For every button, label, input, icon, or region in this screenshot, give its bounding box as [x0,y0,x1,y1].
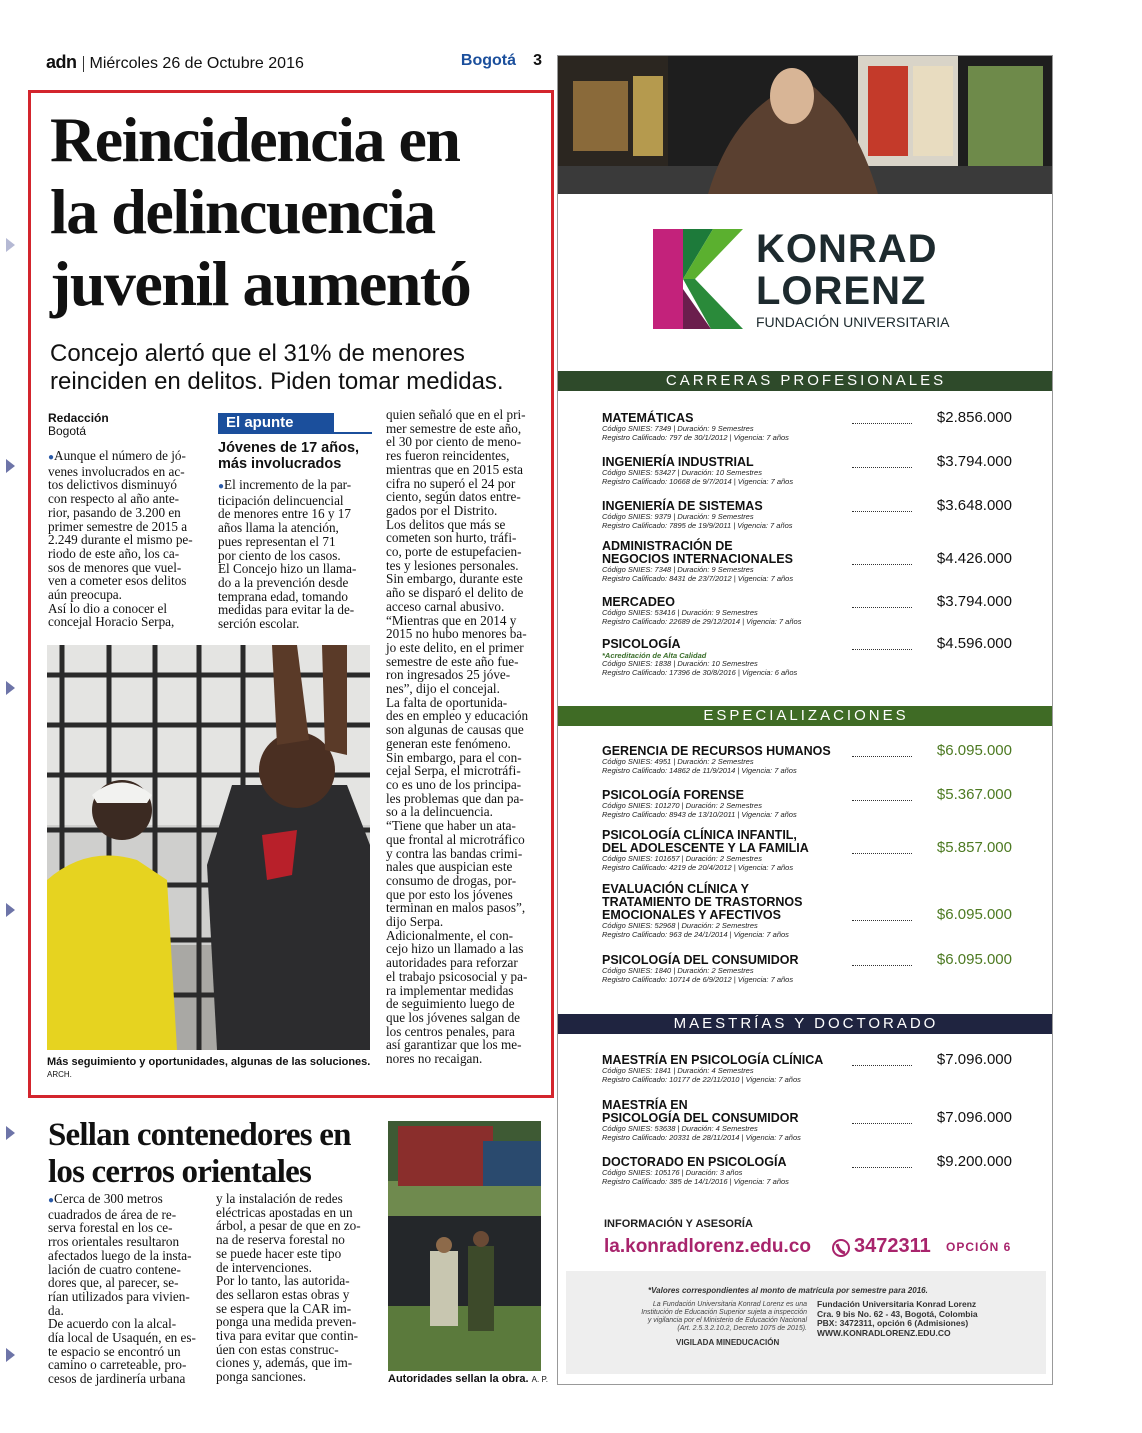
text-line: tes y lesiones personales. [386,557,519,573]
program-name: INGENIERÍA DE SISTEMAS [602,499,763,513]
contact-line: Fundación Universitaria Konrad Lorenz [817,1299,977,1309]
text-line: pues representan el 71 [218,533,336,549]
text-line: úen con estas construc- [216,1341,339,1357]
program-name: MERCADEO [602,595,675,609]
photo-caption [388,1373,548,1385]
program-item [602,951,1012,984]
article-column-2 [218,478,371,631]
text-line: árbol, a pesar de que en zo- [216,1218,361,1234]
text-line: primer semestre de 2015 a [48,518,188,534]
margin-arrow-icon [6,1126,15,1140]
article-column-1 [48,449,204,629]
section-banner: ESPECIALIZACIONES [558,706,1053,726]
text-line: rían utilizados para vivien- [48,1288,190,1304]
text-line: así garantizar que los me- [386,1037,522,1053]
text-line: y contra las bandas crimi- [386,845,523,861]
text-line: rior, pasando de 3.200 en [48,504,181,520]
program-details: Código SNIES: 7348 | Duración: 9 Semestres [602,565,754,574]
program-details: Código SNIES: 1838 | Duración: 10 Semestres [602,659,758,668]
text-line: ra implementar medidas [386,982,514,998]
article-headline [50,104,550,320]
containers-photo [388,1121,541,1371]
text-line: nales que auspician este [386,859,513,875]
program-item [602,829,1012,872]
photo-credit: A. P. [531,1375,548,1384]
program-price: $3.794.000 [936,453,1012,470]
text-line: da. [48,1302,64,1318]
text-line: ponga sanciones. [216,1369,307,1385]
program-item [602,742,1012,775]
program-item [602,1099,1012,1142]
program-price: $7.096.000 [936,1051,1012,1068]
article2-column-2 [216,1192,376,1384]
program-details: Registro Calificado: 10668 de 9/7/2014 | Vigencia: 7 años [602,476,794,486]
text-line: El Concejo hizo un llama- [218,561,357,577]
text-line: 2015 no hubo menores ba- [386,626,527,642]
program-price: $5.367.000 [936,786,1012,803]
leader-dots [852,467,912,468]
text-line: Los delitos que más se [386,516,506,532]
text-line: co, porte de estupefacien- [386,544,522,560]
sidebar-tag: El apunte [218,413,334,433]
program-list [558,56,1053,1385]
text-line: ticipación delincuencial [218,492,344,508]
program-details: Registro Calificado: 17396 de 30/8/2016 | Vigencia: 6 años [602,667,798,677]
legal-line: (Art. 2.5.3.2.10.2, Decreto 1075 de 2015). [677,1325,807,1332]
text-line: que los jóvenes salgan de [386,1009,521,1025]
program-price: $3.648.000 [936,497,1012,514]
phone-icon [832,1238,850,1263]
text-line: te espacio se encontró un [48,1343,181,1359]
text-line: venes involucrados en ac- [48,463,185,479]
text-line: eléctricas apostadas en un [216,1204,353,1220]
photo-caption [47,1056,377,1080]
leader-dots [852,920,912,921]
text-line: por ciento de los casos. [218,547,341,563]
program-details: Registro Calificado: 7895 de 19/9/2011 | Vigencia: 7 años [602,520,793,530]
text-line: ● Aunque el número de jó- [48,449,204,465]
text-line: afectados luego de la insta- [48,1247,192,1263]
text-line: des en empleo y educación [386,708,529,724]
contact-line[interactable]: WWW.KONRADLORENZ.EDU.CO [817,1327,951,1338]
program-details: Código SNIES: 53416 | Duración: 9 Semestres [602,608,758,617]
program-details: Código SNIES: 53427 | Duración: 10 Semestres [602,468,762,477]
text-line: medidas para evitar la de- [218,602,355,618]
program-details: Código SNIES: 101270 | Duración: 2 Semestres [602,801,762,810]
text-line: tiva para evitar que contin- [216,1328,359,1344]
issue-date: Miércoles 26 de Octubre 2016 [89,55,304,72]
leader-dots [852,965,912,966]
program-item [602,540,1012,583]
phone-option: OPCIÓN 6 [946,1240,1012,1254]
text-line: sos de menores que vuel- [48,559,182,575]
program-details: Registro Calificado: 8943 de 13/10/2011 | Vigencia: 7 años [602,809,797,819]
program-details: Registro Calificado: 10177 de 22/11/2010 | Vigencia: 7 años [602,1074,801,1084]
program-name: EMOCIONALES Y AFECTIVOS [602,908,781,922]
text-line: tos delictivos disminuyó [48,477,177,493]
text-line: terminan en malos pasos”, [386,900,526,916]
program-price: $7.096.000 [936,1109,1012,1126]
text-line: cifra no superó el 24 por [386,475,516,491]
text-line: año se disparó el delito de [386,585,524,601]
program-name: PSICOLOGÍA CLÍNICA INFANTIL, [602,828,797,842]
program-name: MAESTRÍA EN PSICOLOGÍA CLÍNICA [602,1053,824,1067]
headline-line: juvenil aumentó [50,248,471,319]
subhead-line: reinciden en delitos. Piden tomar medidas. [50,368,504,395]
brand-line: LORENZ [756,269,927,313]
text-line: co es uno de los principa- [386,776,522,792]
margin-arrow-icon [6,903,15,917]
text-line: se puede hacer este tipo [216,1245,342,1261]
program-price: $4.426.000 [936,550,1012,567]
text-line: acceso carnal abusivo. [386,598,505,614]
caption-text: Más seguimiento y oportunidades, algunas de las soluciones. [47,1056,371,1068]
headline-line: Reincidencia en [50,104,460,175]
leader-dots [852,649,912,650]
margin-arrow-icon [6,1348,15,1362]
text-line: Por lo tanto, las autorida- [216,1273,350,1289]
leader-dots [852,511,912,512]
text-line: mientras que en 2015 esta [386,461,523,477]
leader-dots [852,1065,912,1066]
text-line: generan este fenómeno. [386,735,511,751]
program-item [602,786,1012,819]
program-price: $6.095.000 [936,742,1012,759]
text-line: serva forestal en los ce- [48,1220,173,1236]
text-line: De acuerdo con la alcal- [48,1316,177,1332]
program-item [602,593,1012,626]
text-line: temprana edad, tomando [218,588,348,604]
text-line: mer semestre de este año, [386,420,522,436]
program-name: MATEMÁTICAS [602,411,694,425]
program-name: PSICOLOGÍA FORENSE [602,788,744,802]
legal-text [602,1301,807,1333]
byline-city: Bogotá [48,424,87,438]
text-line: los centros penales, para [386,1023,515,1039]
program-item [602,497,1012,530]
leader-dots [852,1123,912,1124]
text-line: aún preocupa. [48,587,122,603]
program-item [602,1051,1012,1084]
leader-dots [852,607,912,608]
program-details: Código SNIES: 4951 | Duración: 2 Semestres [602,757,754,766]
contact-line: Cra. 9 bis No. 62 - 43, Bogotá, Colombia [817,1308,978,1319]
section-banner: MAESTRÍAS Y DOCTORADO [558,1014,1053,1034]
program-details: Registro Calificado: 963 de 24/1/2014 | Vigencia: 7 años [602,929,789,939]
program-name: GERENCIA DE RECURSOS HUMANOS [602,744,831,758]
text-line: el 30 por ciento de meno- [386,434,522,450]
leader-dots [852,1167,912,1168]
program-details: Código SNIES: 7349 | Duración: 9 Semestres [602,424,754,433]
program-item [602,1153,1012,1186]
text-line: cometen son hurto, tráfi- [386,530,517,546]
text-line: semestre de este año fue- [386,653,519,669]
text-line: y la instalación de redes [216,1191,343,1206]
text-line: son algunas de causas que [386,722,524,738]
text-line: dores que, al parecer, se- [48,1275,179,1291]
text-line: “Tiene que haber un ata- [386,818,516,834]
text-line: riodo de este año, los ca- [48,545,180,561]
text-line: res fueron reincidentes, [386,448,510,464]
sidebar-title-line: Jóvenes de 17 años, [218,440,360,456]
program-details: Registro Calificado: 20331 de 28/11/2014 | Vigencia: 7 años [602,1132,801,1142]
headline-line: la delincuencia [50,176,435,247]
program-details: Registro Calificado: 385 de 14/1/2016 | Vigencia: 7 años [602,1176,789,1186]
article2-headline [48,1117,388,1191]
text-line: jo este delito, en el primer [386,639,524,655]
text-line: cesos de jardinería urbana [48,1371,186,1387]
contact-block [817,1300,978,1338]
text-line: camino o carreteable, pro- [48,1357,187,1373]
program-name: PSICOLOGÍA DEL CONSUMIDOR [602,1111,799,1125]
sidebar-title-line: más involucrados [218,456,342,472]
jail-photo [47,645,370,1050]
contact-line: PBX: 3472311, opción 6 (Admisiones) [817,1318,969,1328]
program-name: EVALUACIÓN CLÍNICA Y [602,882,749,896]
text-line: dijo Serpa. [386,914,444,930]
program-item [602,883,1012,939]
text-line: “Mientras que en 2014 y [386,612,517,628]
photo-credit: ARCH. [47,1070,72,1079]
program-item [602,635,1012,677]
brand-subtitle: FUNDACIÓN UNIVERSITARIA [756,314,950,330]
margin-arrow-icon [6,681,15,695]
program-item [602,453,1012,486]
article2-column-1 [48,1192,206,1386]
text-line: les problemas que dan pa- [386,790,524,806]
program-details: Código SNIES: 1840 | Duración: 2 Semestres [602,966,754,975]
text-line: cuadrados de área de re- [48,1206,177,1222]
vigilada-label: VIGILADA MINEDUCACIÓN [676,1338,780,1347]
program-name: TRATAMIENTO DE TRASTORNOS [602,895,803,909]
program-name: PSICOLOGÍA [602,637,681,651]
legal-line: Institución de Educación Superior sujeta a inspección [641,1309,807,1316]
text-line: Sin embargo, durante este [386,571,523,587]
text-line: serción escolar. [218,616,300,632]
program-name: DOCTORADO EN PSICOLOGÍA [602,1155,787,1169]
text-line: que frontal al microtráfico [386,831,525,847]
text-line: autoridades para reforzar [386,955,518,971]
text-line: des sellaron estas obras y [216,1286,350,1302]
text-line: el trabajo psicosocial y pa- [386,968,528,984]
leader-dots [852,423,912,424]
text-line: ven a cometer esos delitos [48,573,187,589]
program-details: Registro Calificado: 4219 de 20/4/2012 | Vigencia: 7 años [602,862,794,872]
text-line: de intervenciones. [216,1259,312,1275]
section-name: Bogotá [460,52,516,69]
website-link[interactable]: la.konradlorenz.edu.co [604,1236,811,1257]
legal-line: La Fundación Universitaria Konrad Lorenz es una [652,1301,807,1308]
caption-text: Autoridades sellan la obra. [388,1373,529,1385]
text-line: rros orientales resultaron [48,1234,180,1250]
text-line: do a la prevención desde [218,574,349,590]
text-line: cejal Serpa, el microtráfi- [386,763,521,779]
program-details: Registro Calificado: 10714 de 6/9/2012 | Vigencia: 7 años [602,974,794,984]
text-line: na de reserva forestal no [216,1232,345,1248]
text-line: ● El incremento de la par- [218,478,371,494]
text-line: de seguimiento luego de [386,996,515,1012]
text-line: cejo hizo un llamado a las [386,941,524,957]
program-price: $5.857.000 [936,839,1012,856]
phone-number[interactable]: 3472311 [854,1235,931,1257]
university-advertisement [557,55,1053,1385]
text-line: años llama la atención, [218,520,339,536]
text-line: día local de Usaquén, en es- [48,1330,196,1346]
program-price: $3.794.000 [936,593,1012,610]
page-header [46,52,546,76]
page-number: 3 [533,52,542,69]
program-details: Registro Calificado: 14862 de 11/9/2014 | Vigencia: 7 años [602,765,797,775]
text-line: con respecto al año ante- [48,491,180,507]
text-line: consumo de drogas, por- [386,872,517,888]
text-line: Adicionalmente, el con- [386,927,514,943]
text-line: ron ingresados 25 jóve- [386,667,511,683]
text-line: ● Cerca de 300 metros [48,1192,206,1208]
program-name: NEGOCIOS INTERNACIONALES [602,552,793,566]
program-details: Código SNIES: 101657 | Duración: 2 Semestres [602,854,762,863]
program-price: $6.095.000 [936,906,1012,923]
program-details: Código SNIES: 1841 | Duración: 4 Semestres [602,1066,754,1075]
text-line: ciones y, además, que im- [216,1355,353,1371]
text-line: se espera que la CAR im- [216,1300,352,1316]
program-name: INGENIERÍA INDUSTRIAL [602,455,754,469]
program-price: $4.596.000 [936,635,1012,652]
text-line: lación de cuatro contene- [48,1261,181,1277]
leader-dots [852,853,912,854]
legal-line: y vigilancia por el Ministerio de Educación Nacional [647,1317,807,1324]
price-footnote: *Valores correspondientes al monto de matrícula por semestre para 2016. [648,1286,928,1295]
info-label: INFORMACIÓN Y ASESORÍA [604,1218,753,1230]
program-price: $9.200.000 [936,1153,1012,1170]
article-subhead [50,340,550,396]
margin-arrow-icon [6,238,15,252]
program-details: Código SNIES: 105176 | Duración: 3 años [602,1168,743,1177]
program-details: Código SNIES: 52968 | Duración: 2 Semestres [602,921,758,930]
program-name: ADMINISTRACIÓN DE [602,539,733,553]
sidebar-title [218,440,374,472]
program-name: DEL ADOLESCENTE Y LA FAMILIA [602,841,809,855]
program-name: MAESTRÍA EN [602,1098,688,1112]
leader-dots [852,564,912,565]
text-line: de menores entre 16 y 17 [218,506,351,522]
program-price: $2.856.000 [936,409,1012,426]
text-line: Sin embargo, para el con- [386,749,522,765]
text-line: La falta de oportunida- [386,694,508,710]
text-line: gados por el Distrito. [386,502,498,518]
leader-dots [852,800,912,801]
program-name: PSICOLOGÍA DEL CONSUMIDOR [602,953,799,967]
adn-logo: adn [46,52,77,72]
headline-line: Sellan contenedores en [48,1117,351,1153]
text-line: nes”, dijo el concejal. [386,681,500,697]
text-line: nores no recaigan. [386,1051,483,1067]
text-line: ponga una medida preven- [216,1314,357,1330]
text-line: quien señaló que en el pri- [386,407,526,422]
program-details: Código SNIES: 53638 | Duración: 4 Semestres [602,1124,758,1133]
subhead-line: Concejo alertó que el 31% de menores [50,340,465,367]
program-item [602,409,1012,442]
program-details: Registro Calificado: 8431 de 23/7/2012 | Vigencia: 7 años [602,573,794,583]
divider [218,432,372,434]
text-line: concejal Horacio Serpa, [48,614,175,630]
leader-dots [852,756,912,757]
section-banner: CARRERAS PROFESIONALES [558,371,1053,391]
accreditation-note: *Acreditación de Alta Calidad [602,651,707,660]
text-line: que por esto los jóvenes [386,886,513,902]
byline [48,412,208,438]
text-line: Así lo dio a conocer el [48,600,168,616]
program-details: Registro Calificado: 797 de 30/1/2012 | Vigencia: 7 años [602,432,789,442]
text-line: ciento, según datos entre- [386,489,521,505]
headline-line: los cerros orientales [48,1154,312,1190]
margin-arrow-icon [6,459,15,473]
text-line: so a la delincuencia. [386,804,493,820]
text-line: 2.249 durante el mismo pe- [48,532,193,548]
program-details: Código SNIES: 9379 | Duración: 9 Semestres [602,512,754,521]
program-details: Registro Calificado: 22689 de 29/12/2014 | Vigencia: 7 años [602,616,802,626]
byline-label: Redacción [48,411,109,425]
brand-line: KONRAD [756,227,938,271]
program-price: $6.095.000 [936,951,1012,968]
article-column-3 [386,408,541,1066]
